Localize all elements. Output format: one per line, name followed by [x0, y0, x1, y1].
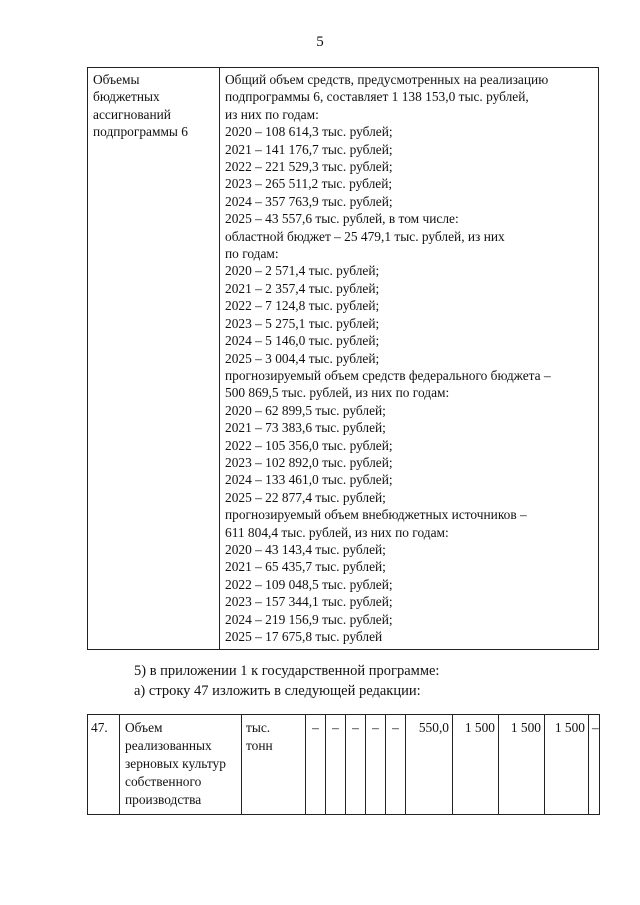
- content-line: 2022 – 221 529,3 тыс. рублей;: [225, 159, 393, 175]
- content-line: 2022 – 7 124,8 тыс. рублей;: [225, 298, 380, 314]
- indicator-row-table: [87, 714, 600, 815]
- name-line: реализованных: [125, 738, 212, 753]
- content-line: 2022 – 109 048,5 тыс. рублей;: [225, 576, 393, 592]
- unit-line: тонн: [246, 738, 273, 753]
- value-cell: 1 500: [545, 715, 589, 815]
- content-line: 2023 – 102 892,0 тыс. рублей;: [225, 454, 393, 470]
- content-line: 2025 – 22 877,4 тыс. рублей;: [225, 489, 386, 505]
- instruction-line: 5) в приложении 1 к государственной программе:: [134, 663, 440, 679]
- label-line: ассигнований: [93, 106, 171, 122]
- content-line: 2021 – 73 383,6 тыс. рублей;: [225, 420, 386, 436]
- name-line: зерновых культур: [125, 756, 226, 771]
- content-line: 2021 – 65 435,7 тыс. рублей;: [225, 559, 386, 575]
- name-line: Объем: [125, 720, 163, 735]
- content-line: 2023 – 265 511,2 тыс. рублей;: [225, 176, 393, 192]
- amendment-instructions: [134, 661, 439, 701]
- instruction-line: а) строку 47 изложить в следующей редакции:: [134, 683, 421, 699]
- page-number: 5: [316, 34, 324, 50]
- value-cell: –: [589, 715, 600, 815]
- content-line: 2020 – 62 899,5 тыс. рублей;: [225, 402, 386, 418]
- value-cell: –: [326, 715, 346, 815]
- name-line: собственного: [125, 774, 202, 789]
- row-number-cell: 47.: [88, 715, 120, 815]
- unit-cell: [242, 715, 306, 815]
- value-cell: –: [306, 715, 326, 815]
- content-line: подпрограммы 6, составляет 1 138 153,0 тыс. рублей,: [225, 89, 529, 105]
- content-line: 2024 – 5 146,0 тыс. рублей;: [225, 333, 380, 349]
- value-cell: –: [386, 715, 406, 815]
- unit-line: тыс.: [246, 720, 271, 735]
- content-line: 2022 – 105 356,0 тыс. рублей;: [225, 437, 393, 453]
- budget-allocation-row: [88, 68, 599, 650]
- value-cell: 1 500: [453, 715, 499, 815]
- value-cell: 550,0: [406, 715, 453, 815]
- content-line: 2020 – 43 143,4 тыс. рублей;: [225, 541, 386, 557]
- value-cell: –: [346, 715, 366, 815]
- content-line: 2023 – 157 344,1 тыс. рублей;: [225, 594, 393, 610]
- content-line: 2024 – 357 763,9 тыс. рублей;: [225, 193, 393, 209]
- label-line: подпрограммы 6: [93, 124, 188, 140]
- content-line: Общий объем средств, предусмотренных на реализацию: [225, 72, 549, 87]
- content-line: 2020 – 108 614,3 тыс. рублей;: [225, 124, 393, 140]
- content-line: прогнозируемый объем средств федерального бюджета –: [225, 367, 551, 383]
- allocation-label-cell: [88, 68, 220, 650]
- indicator-name-cell: [120, 715, 242, 815]
- content-line: областной бюджет – 25 479,1 тыс. рублей, из них: [225, 228, 505, 244]
- content-line: 2024 – 219 156,9 тыс. рублей;: [225, 611, 393, 627]
- value-cell: 1 500: [499, 715, 545, 815]
- content-line: 2023 – 5 275,1 тыс. рублей;: [225, 315, 380, 331]
- allocation-content-cell: [220, 68, 599, 650]
- content-line: по годам:: [225, 246, 279, 262]
- label-line: Объемы: [93, 72, 140, 87]
- content-line: 611 804,4 тыс. рублей, из них по годам:: [225, 524, 449, 540]
- content-line: 2025 – 3 004,4 тыс. рублей;: [225, 350, 380, 366]
- content-line: 2020 – 2 571,4 тыс. рублей;: [225, 263, 380, 279]
- content-line: прогнозируемый объем внебюджетных источников –: [225, 507, 527, 523]
- content-line: из них по годам:: [225, 106, 319, 122]
- indicator-row-47: [88, 715, 600, 815]
- label-line: бюджетных: [93, 89, 160, 105]
- content-line: 2024 – 133 461,0 тыс. рублей;: [225, 472, 393, 488]
- value-cell: –: [366, 715, 386, 815]
- name-line: производства: [125, 792, 202, 807]
- content-line: 2025 – 43 557,6 тыс. рублей, в том числе:: [225, 211, 459, 227]
- content-line: 2025 – 17 675,8 тыс. рублей: [225, 629, 383, 644]
- content-line: 2021 – 141 176,7 тыс. рублей;: [225, 141, 393, 157]
- content-line: 2021 – 2 357,4 тыс. рублей;: [225, 280, 380, 296]
- content-line: 500 869,5 тыс. рублей, из них по годам:: [225, 385, 450, 401]
- budget-allocation-table: [87, 67, 599, 650]
